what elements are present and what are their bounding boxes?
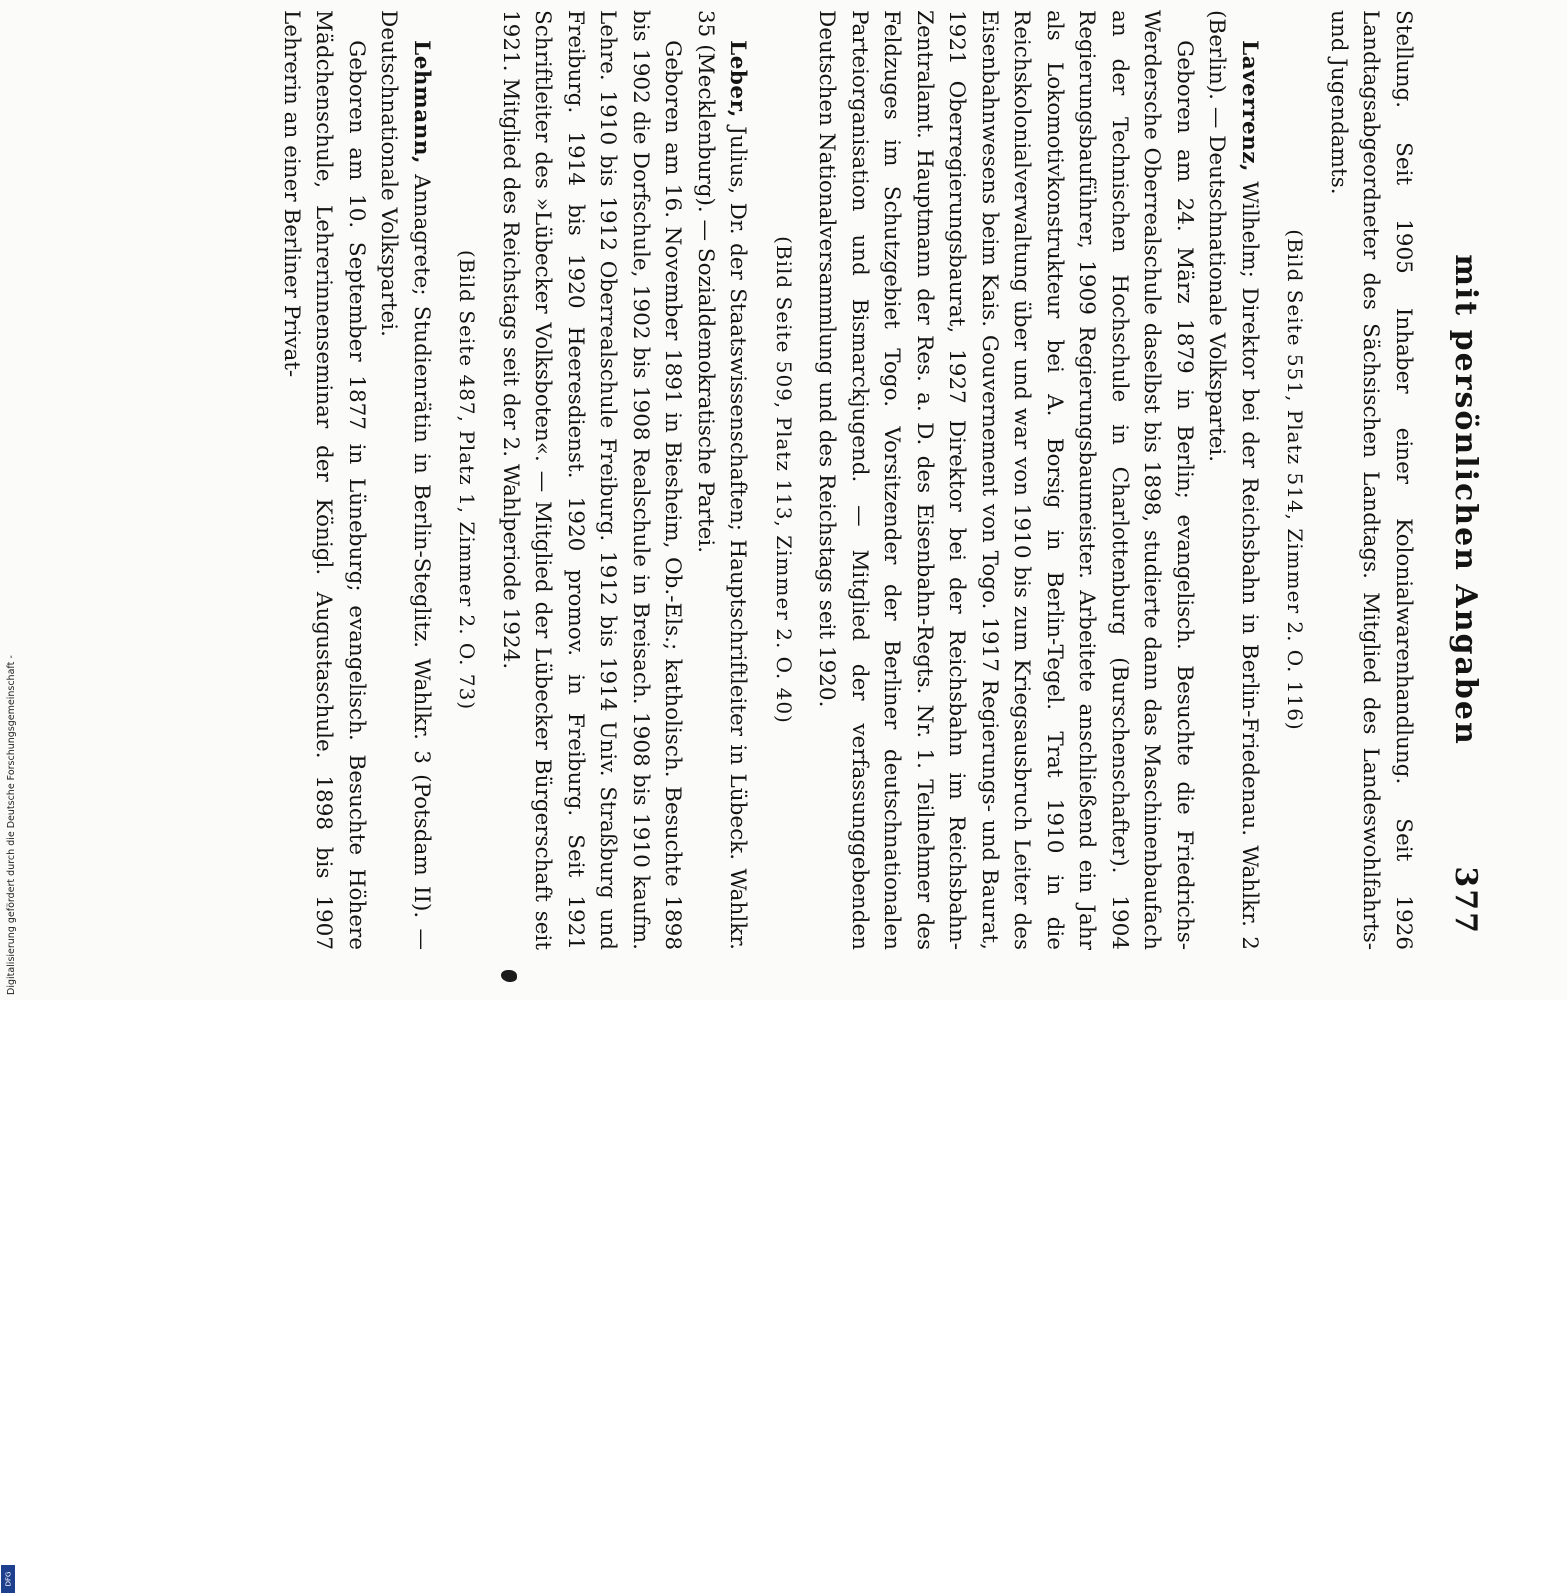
continuation-entry — [1279, 10, 1419, 950]
entry-header-text: Annagrete; Studienrätin in Berlin-Steglitz. Wahlkr. 3 (Potsdam II). — Deutschnationale Volkspartei. — [376, 10, 434, 950]
page-header — [1441, 10, 1485, 990]
digitization-margin — [0, 600, 22, 1587]
bild-reference: (Bild Seite 551, Platz 514, Zimmer 2. O. 116) — [1283, 229, 1308, 731]
entry-name: Laverrenz, — [1237, 40, 1262, 172]
rotated-page-content — [85, 10, 1485, 990]
entry-body: Geboren am 16. November 1891 in Biesheim, Ob.-Els.; katholisch. Besuchte 1898 bis 1902 die Dorfschule, 1902 bis 1908 Realschule in Breisach. 1908 bis 1910 kaufm. Lehre. 1910 bis 1912 Oberrealschule Freiburg. 1912 bis 1914 Univ. Straßburg und Freiburg. 1914 bis 1920 Heeresdienst. 1920 promov. in Freiburg. Seit 1921 Schriftleiter des »Lübecker Volksboten«. — Mitglied der Lübecker Bürgerschaft seit 1921. Mitglied des Reichstags seit der 2. Wahlperiode 1924. — [498, 10, 686, 950]
ink-smudge — [501, 970, 517, 982]
entry-body: Geboren am 24. März 1879 in Berlin; evangelisch. Besuchte die Friedrichs-Werdersche Oberrealschule daselbst bis 1898, studierte dann das Maschinenbaufach an der Technischen Hochschule in Charlottenburg (Burschenschafter). 1904 Regierungsbauführer, 1909 Regierungsbaumeister. Arbeitete anschließend ein Jahr als Lokomotivkonstrukteur bei A. Borsig in Berlin-Tegel. Trat 1910 in die Reichskolonialverwaltung über und war von 1910 bis zum Kriegsausbruch Leiter des Eisenbahnwesens beim Kais. Gouvernement von Togo. 1917 Regierungs- und Baurat, 1921 Oberregierungsbaurat, 1927 Direktor bei der Reichsbahn im Reichsbahn-Zentralamt. Hauptmann der Res. a. D. des Eisenbahn-Regts. Nr. 1. Teilnehmer des Feldzuges im Schutzgebiet Togo. Vorsitzender der Berliner deutschnationalen Parteiorganisation und Bismarckjugend. — Mitglied der verfassunggebenden Deutschen Nationalversammlung und des Reichstags seit 1920. — [814, 10, 1197, 950]
digitization-note: Digitalisierung gefördert durch die Deutsche Forschungsgemeinschaft - — [6, 655, 17, 995]
biography-entry — [275, 10, 438, 950]
continuation-text: Stellung. Seit 1905 Inhaber einer Kolonialwarenhandlung. Seit 1926 Landtagsabgeordneter des Sächsischen Landtags. Mitglied des Landeswohlfahrts- und Jugendamts. — [1326, 10, 1416, 950]
entry-body: Geboren am 10. September 1877 in Lüneburg; evangelisch. Besuchte Höhere Mädchenschule, Lehrerinnenseminar der Königl. Augustaschule. 1898 bis 1907 Lehrerin an einer Berliner Privat- — [279, 10, 369, 950]
running-head: mit persönlichen Angaben — [1448, 254, 1483, 746]
bild-reference: (Bild Seite 487, Platz 1, Zimmer 2. O. 73) — [455, 249, 480, 711]
bild-reference: (Bild Seite 509, Platz 113, Zimmer 2. O. 40) — [772, 236, 796, 724]
entry-header — [689, 10, 754, 950]
page-body — [261, 10, 1420, 950]
biography-entry — [451, 10, 754, 950]
entry-header-text: Julius, Dr. der Staatswissenschaften; Hauptschriftleiter in Lübeck. Wahlkr. 35 (Mecklenburg). — Sozialdemokratische Partei. — [693, 10, 751, 950]
entry-header-text: Wilhelm; Direktor bei der Reichsbahn in Berlin-Friedenau. Wahlkr. 2 (Berlin). — Deutschnationale Volkspartei. — [1204, 10, 1262, 950]
entry-header — [372, 10, 437, 950]
entry-header — [1200, 10, 1265, 950]
biography-entry — [768, 10, 1266, 950]
dfg-logo — [1, 1565, 15, 1593]
page-number: 377 — [1448, 866, 1483, 935]
dfg-logo-text: DFG — [4, 1571, 13, 1587]
entry-name: Lehmann, — [409, 40, 434, 164]
entry-name: Leber, — [725, 40, 751, 118]
